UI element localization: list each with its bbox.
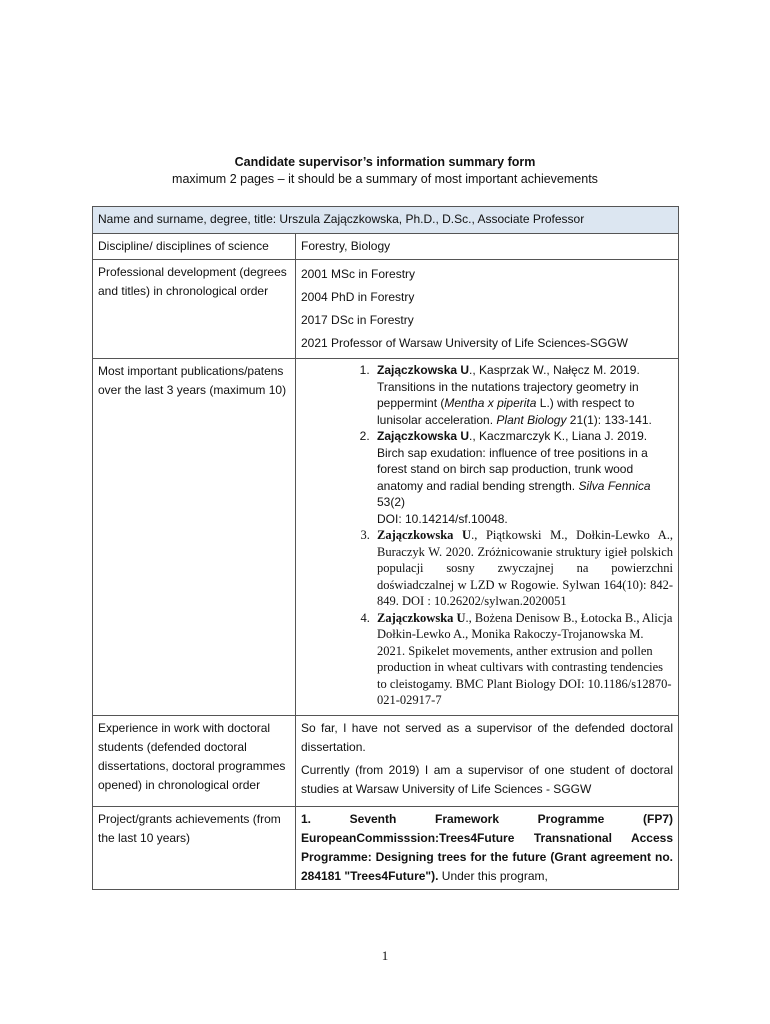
publication-species: Mentha x piperita [444,396,537,410]
page-number: 1 [381,948,389,963]
development-item: 2004 PhD in Forestry [301,290,415,304]
publication-text: L.) with respect to lunisolar acceleration. [377,396,635,427]
publication-journal: Silva Fennica [578,478,651,493]
experience-value [296,715,679,806]
discipline-value: Forestry, Biology [296,234,679,260]
publication-author: Zajączkowska U [377,528,472,542]
publication-text: 53(2) [377,495,406,509]
publication-doi: DOI: 10.14214/sf.10048. [377,511,508,526]
publication-item [373,428,673,527]
experience-label: Experience in work with doctoral students (defended doctoral dissertations, doctoral programmes opened) in chronological order [93,715,296,806]
experience-paragraph: So far, I have not served as a supervisor of the defended doctoral dissertation. [301,720,673,754]
form-title: Candidate supervisor’s information summary form [234,155,536,169]
publication-author: Zajączkowska U [377,363,470,377]
experience-paragraph: Currently (from 2019) I am a supervisor of one student of doctoral studies at Warsaw University of Life Sciences - SGGW [301,762,673,796]
publications-value [296,359,679,716]
discipline-label: Discipline/ disciplines of science [93,234,296,260]
publication-item [373,527,673,610]
development-row [93,260,679,359]
publication-text: ., Kaczmarczyk K., Liana J. 2019. Birch sap exudation: influence of tree positions in a forest stand on birch sap production, trunk wood anatomy and radial bending strength. [377,429,648,493]
publication-journal: Plant Biology [496,412,567,427]
publication-text: ., Piątkowski M., Dołkin-Lewko A., Buraczyk W. 2020. Zróżnicowanie struktury igieł polskich populacji sosny zwyczajnej na powierzchni doświadczalnej w LZD w Rogowie. Sylwan 164(10): 842-849. DOI : 10.26202/sylwan.2020051 [377,528,673,608]
name-row [93,207,679,234]
publication-item [373,610,673,709]
publications-row [93,359,679,716]
publication-text: 21(1): 133-141. [566,412,652,427]
publication-author: Zajączkowska U [377,429,470,443]
grants-value [296,806,679,889]
grants-row [93,806,679,889]
publication-text: ., Kasprzak W., Nałęcz M. 2019. Transitions in the nutations trajectory geometry in peppermint ( [377,363,640,410]
publication-author: Zajączkowska U [377,610,466,625]
publications-label: Most important publications/patens over the last 3 years (maximum 10) [93,359,296,716]
discipline-row [93,234,679,260]
name-cell: Name and surname, degree, title: Urszula Zajączkowska, Ph.D., D.Sc., Associate Professor [93,207,679,234]
experience-row [93,715,679,806]
development-value [296,260,679,359]
form-subtitle: maximum 2 pages – it should be a summary of most important achievements [172,172,598,186]
publication-item [373,362,673,428]
publication-text: ., Bożena Denisow B., Łotocka B., Alicja Dołkin-Lewko A., Monika Rakoczy-Trojanowska M. 2021. Spikelet movements, anther extrusion and pollen production in wheat cultivars with contrasting tendencies to cleistogamy. BMC Plant Biology DOI: 10.1186/s12870-021-02917-7 [377,610,673,707]
development-item: 2021 Professor of Warsaw University of Life Sciences-SGGW [301,336,628,350]
development-item: 2001 MSc in Forestry [301,267,416,281]
grant-text: Under this program, [438,868,548,883]
publication-list [301,362,673,709]
grants-label: Project/grants achievements (from the last 10 years) [93,806,296,889]
summary-table [92,206,679,890]
development-item: 2017 DSc in Forestry [301,313,414,327]
development-label: Professional development (degrees and titles) in chronological order [93,260,296,359]
grant-title: 1. Seventh Framework Programme (FP7) EuropeanCommisssion:Trees4Future Transnational Access Programme: Designing trees for the future (Grant agreement no. 284181 "Trees4Future"). [301,811,673,883]
